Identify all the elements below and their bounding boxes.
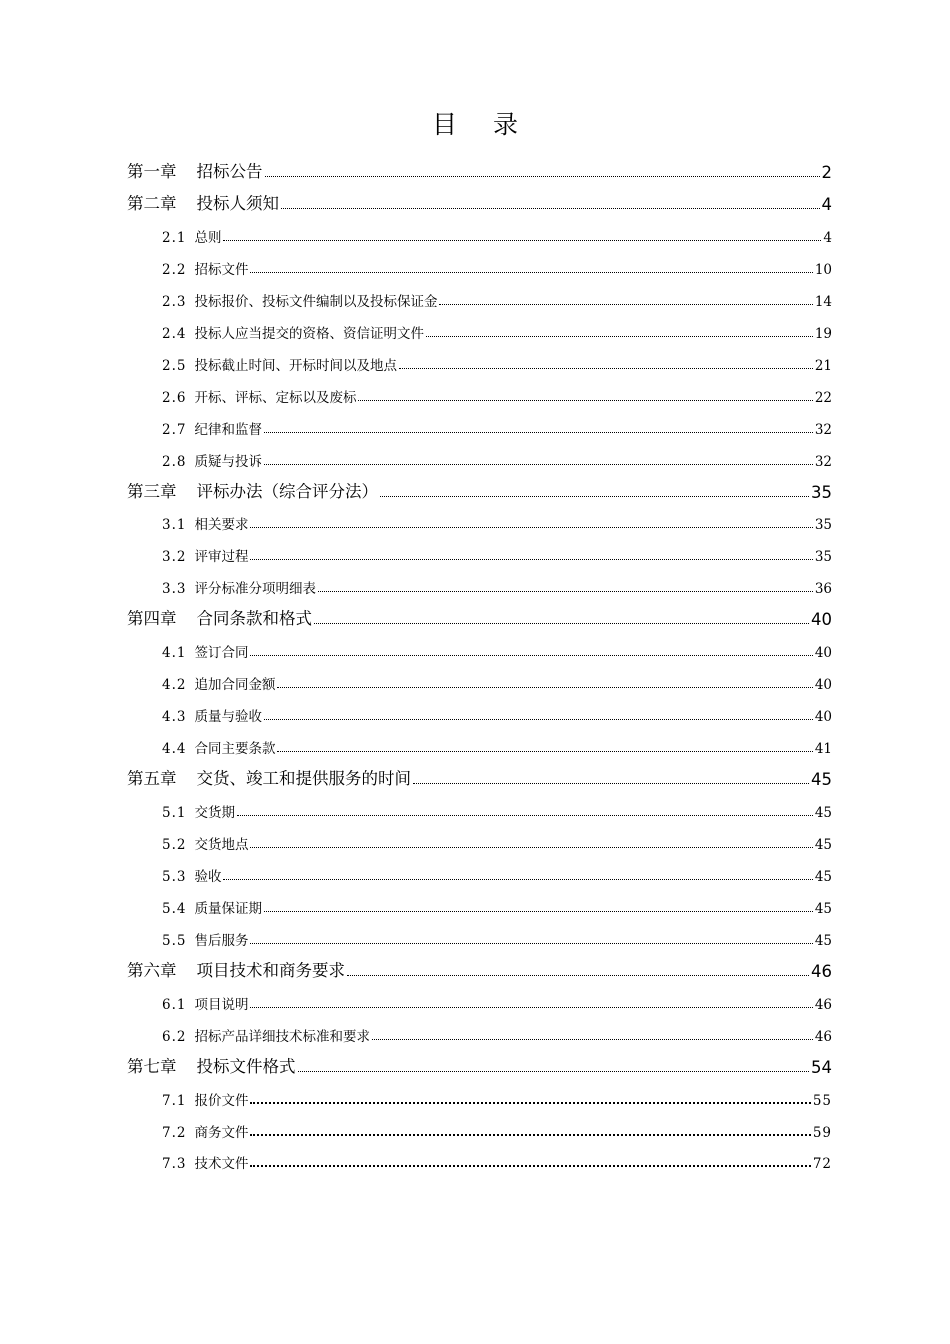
toc-entry-page-number: 45 [814,869,832,885]
toc-entry-number: 第三章 [127,482,177,501]
toc-entry-number: 3.3 [162,581,187,597]
toc-section-entry[interactable] [162,352,832,374]
toc-entry-label: 总则 [194,230,222,246]
toc-dot-leader [265,176,820,177]
toc-dot-leader [250,1134,810,1136]
toc-entry-label: 交货期 [194,805,235,821]
toc-section-entry[interactable] [162,1023,832,1045]
toc-entry-page-number: 4 [823,230,832,246]
toc-dot-leader [347,975,809,976]
toc-entry-number: 5.4 [162,901,187,917]
toc-section-entry[interactable] [162,735,832,757]
toc-entry-label: 投标人须知 [196,194,279,213]
toc-chapter-entry[interactable] [127,765,832,789]
toc-entry-page-number: 72 [812,1156,832,1172]
toc-entry-page-number: 46 [811,962,832,981]
toc-chapter-entry[interactable] [127,158,832,182]
toc-entry-page-number: 54 [811,1058,832,1077]
toc-section-entry[interactable] [162,224,832,246]
toc-dot-leader [250,943,812,944]
toc-chapter-entry[interactable] [127,957,832,981]
toc-entry-number: 2.8 [162,454,187,470]
toc-entry-page-number: 19 [814,326,832,342]
toc-dot-leader [413,783,809,784]
toc-entry-page-number: 46 [814,997,832,1013]
toc-dot-leader [250,847,812,848]
toc-entry-label: 质量保证期 [194,901,262,917]
toc-dot-leader [264,719,813,720]
toc-dot-leader [358,400,812,401]
toc-dot-leader [372,1039,813,1040]
toc-dot-leader [264,911,813,912]
toc-dot-leader [223,240,821,241]
toc-entry-number: 5.3 [162,869,187,885]
toc-dot-leader [380,496,809,497]
toc-section-entry[interactable] [162,1119,832,1141]
toc-entry-number: 6.1 [162,997,187,1013]
toc-entry-page-number: 41 [814,741,832,757]
toc-entry-number: 6.2 [162,1029,187,1045]
toc-entry-label: 合同条款和格式 [196,609,312,628]
toc-section-entry[interactable] [162,288,832,310]
toc-section-entry[interactable] [162,543,832,565]
toc-section-entry[interactable] [162,1150,832,1172]
toc-entry-label: 项目技术和商务要求 [196,961,345,980]
toc-entry-number: 4.3 [162,709,187,725]
toc-dot-leader [250,1007,812,1008]
toc-dot-leader [250,272,812,273]
toc-entry-number: 第六章 [127,961,177,980]
toc-section-entry[interactable] [162,927,832,949]
toc-section-entry[interactable] [162,575,832,597]
toc-dot-leader [223,879,812,880]
toc-entry-number: 5.2 [162,837,187,853]
toc-entry-page-number: 14 [814,294,832,310]
toc-entry-number: 4.4 [162,741,187,757]
toc-entry-label: 投标截止时间、开标时间以及地点 [194,358,397,374]
toc-entry-number: 4.2 [162,677,187,693]
toc-entry-number: 2.6 [162,390,187,406]
toc-entry-label: 招标公告 [196,162,263,181]
toc-entry-number: 2.3 [162,294,187,310]
toc-entry-label: 纪律和监督 [194,422,262,438]
toc-entry-label: 追加合同金额 [194,677,276,693]
toc-chapter-entry[interactable] [127,605,832,629]
toc-entry-label: 售后服务 [194,933,249,949]
toc-entry-number: 4.1 [162,645,187,661]
toc-entry-page-number: 55 [812,1093,832,1109]
toc-entry-page-number: 22 [814,390,832,406]
toc-entry-label: 签订合同 [194,645,249,661]
toc-chapter-entry[interactable] [127,478,832,502]
toc-entry-page-number: 35 [811,483,832,502]
toc-entry-page-number: 10 [814,262,832,278]
toc-section-entry[interactable] [162,991,832,1013]
toc-entry-label: 报价文件 [194,1093,249,1109]
toc-entry-label: 投标报价、投标文件编制以及投标保证金 [194,294,438,310]
toc-entry-label: 投标文件格式 [196,1057,296,1076]
toc-entry-label: 相关要求 [194,517,249,533]
toc-entry-page-number: 4 [821,195,832,214]
toc-section-entry[interactable] [162,256,832,278]
toc-section-entry[interactable] [162,831,832,853]
toc-entry-page-number: 40 [814,709,832,725]
toc-entry-label: 评审过程 [194,549,249,565]
toc-section-entry[interactable] [162,448,832,470]
toc-section-entry[interactable] [162,639,832,661]
toc-entry-page-number: 35 [814,517,832,533]
toc-dot-leader [250,1102,810,1104]
toc-entry-page-number: 45 [814,837,832,853]
toc-entry-page-number: 35 [814,549,832,565]
toc-entry-label: 质量与验收 [194,709,262,725]
toc-entry-label: 交货地点 [194,837,249,853]
toc-entry-label: 验收 [194,869,222,885]
toc-dot-leader [277,751,812,752]
toc-entry-label: 技术文件 [194,1156,249,1172]
toc-section-entry[interactable] [162,416,832,438]
toc-dot-leader [314,623,809,624]
toc-entry-page-number: 45 [814,805,832,821]
toc-chapter-entry[interactable] [127,190,832,214]
toc-section-entry[interactable] [162,863,832,885]
toc-entry-page-number: 32 [814,454,832,470]
toc-entry-number: 5.1 [162,805,187,821]
toc-entry-number: 7.2 [162,1125,187,1141]
toc-dot-leader [281,208,820,209]
toc-entry-label: 招标产品详细技术标准和要求 [194,1029,370,1045]
toc-dot-leader [250,559,812,560]
toc-dot-leader [298,1071,810,1072]
toc-dot-leader [250,655,812,656]
toc-entry-page-number: 40 [814,677,832,693]
toc-dot-leader [264,432,813,433]
toc-section-entry[interactable] [162,895,832,917]
toc-entry-number: 第四章 [127,609,177,628]
toc-entry-page-number: 2 [821,163,832,182]
toc-entry-number: 第七章 [127,1057,177,1076]
toc-dot-leader [250,527,812,528]
toc-entry-number: 第二章 [127,194,177,213]
toc-entry-page-number: 40 [811,610,832,629]
toc-dot-leader [237,815,813,816]
toc-section-entry[interactable] [162,320,832,342]
toc-entry-number: 3.1 [162,517,187,533]
toc-section-entry[interactable] [162,511,832,533]
toc-entry-label: 质疑与投诉 [194,454,262,470]
toc-entry-number: 3.2 [162,549,187,565]
toc-entry-page-number: 40 [814,645,832,661]
toc-entry-label: 项目说明 [194,997,249,1013]
toc-entry-page-number: 21 [814,358,832,374]
toc-entry-page-number: 32 [814,422,832,438]
toc-entry-label: 商务文件 [194,1125,249,1141]
toc-entry-number: 2.2 [162,262,187,278]
toc-entry-label: 投标人应当提交的资格、资信证明文件 [194,326,424,342]
toc-dot-leader [399,368,813,369]
toc-entry-page-number: 59 [812,1125,832,1141]
toc-entry-label: 合同主要条款 [194,741,276,757]
toc-entry-number: 2.1 [162,230,187,246]
toc-entry-number: 7.1 [162,1093,187,1109]
toc-entry-label: 招标文件 [194,262,249,278]
toc-section-entry[interactable] [162,671,832,693]
toc-dot-leader [264,464,813,465]
toc-entry-number: 5.5 [162,933,187,949]
toc-entry-number: 第五章 [127,769,177,788]
toc-entry-number: 2.7 [162,422,187,438]
toc-dot-leader [426,336,813,337]
toc-section-entry[interactable] [162,703,832,725]
toc-entry-page-number: 45 [814,901,832,917]
toc-entry-page-number: 45 [811,770,832,789]
toc-dot-leader [250,1165,810,1167]
toc-entry-label: 交货、竣工和提供服务的时间 [196,769,411,788]
toc-entry-number: 第一章 [127,162,177,181]
toc-entry-number: 2.5 [162,358,187,374]
toc-chapter-entry[interactable] [127,1053,832,1077]
toc-dot-leader [318,591,813,592]
toc-section-entry[interactable] [162,799,832,821]
toc-entry-page-number: 45 [814,933,832,949]
toc-entry-page-number: 36 [814,581,832,597]
toc-entry-label: 评标办法（综合评分法） [196,482,378,501]
toc-entry-page-number: 46 [814,1029,832,1045]
toc-entry-number: 7.3 [162,1156,187,1172]
toc-section-entry[interactable] [162,1087,832,1109]
toc-section-entry[interactable] [162,384,832,406]
toc-dot-leader [277,687,812,688]
toc-entry-label: 开标、评标、定标以及废标 [194,390,357,406]
toc-entry-label: 评分标准分项明细表 [194,581,316,597]
toc-dot-leader [439,304,812,305]
toc-title: 目 录 [432,110,532,139]
toc-entry-number: 2.4 [162,326,187,342]
